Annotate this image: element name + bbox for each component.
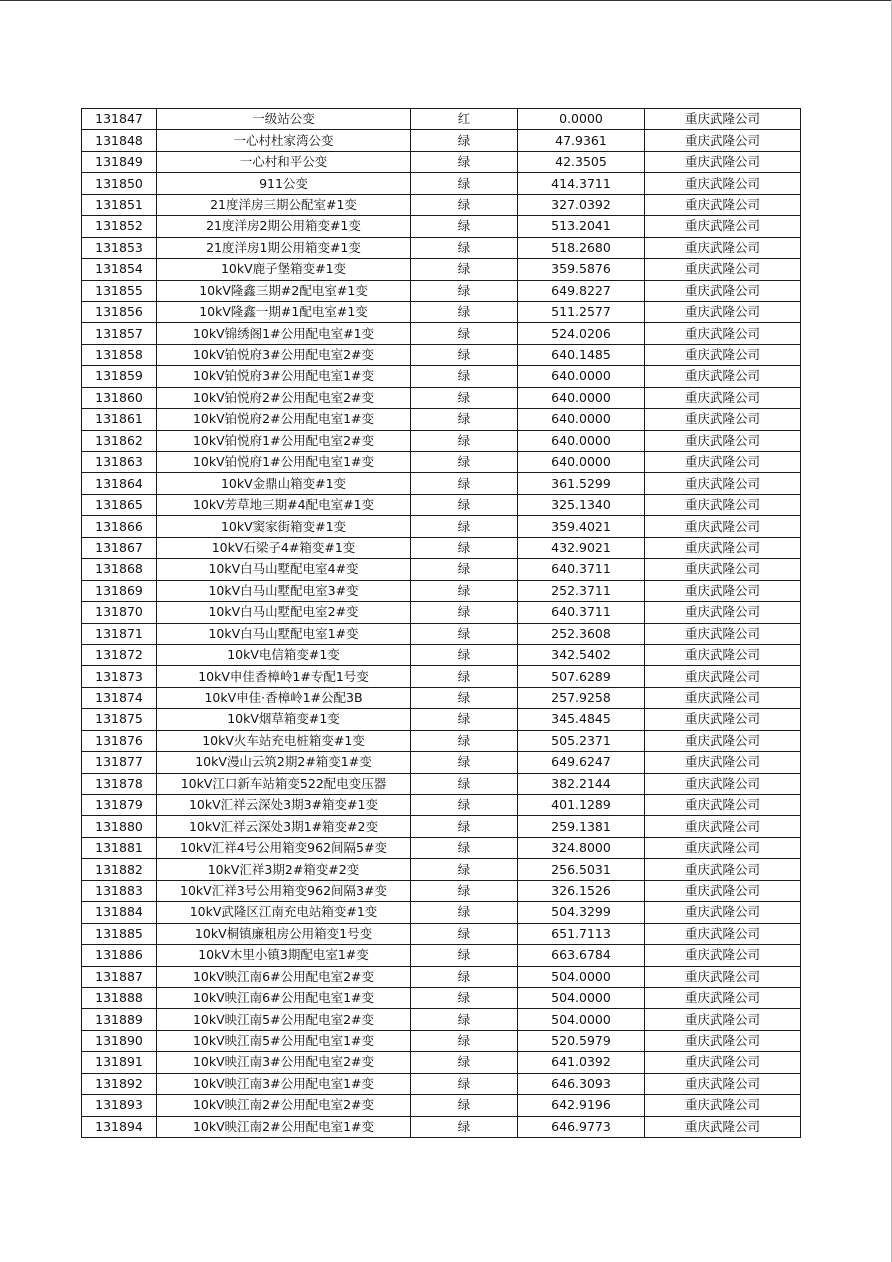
- cell-id: 131858: [82, 344, 157, 365]
- cell-id: 131878: [82, 773, 157, 794]
- cell-company: 重庆武隆公司: [645, 1009, 801, 1030]
- cell-value: 640.0000: [518, 452, 645, 473]
- cell-id: 131890: [82, 1030, 157, 1051]
- cell-id: 131860: [82, 387, 157, 408]
- cell-value: 640.0000: [518, 366, 645, 387]
- cell-id: 131882: [82, 859, 157, 880]
- cell-status: 绿: [411, 344, 518, 365]
- cell-id: 131874: [82, 687, 157, 708]
- cell-company: 重庆武隆公司: [645, 494, 801, 515]
- cell-status: 绿: [411, 301, 518, 322]
- cell-status: 绿: [411, 537, 518, 558]
- cell-transformer-name: 10kV漫山云筑2期2#箱变1#变: [157, 752, 411, 773]
- table-row: [82, 1095, 801, 1116]
- transformer-table: [81, 108, 801, 1138]
- table-row: [82, 709, 801, 730]
- cell-company: 重庆武隆公司: [645, 280, 801, 301]
- table-row: [82, 387, 801, 408]
- cell-value: 504.3299: [518, 902, 645, 923]
- cell-status: 绿: [411, 430, 518, 451]
- cell-transformer-name: 10kV窦家街箱变#1变: [157, 516, 411, 537]
- cell-value: 0.0000: [518, 109, 645, 130]
- table-row: [82, 666, 801, 687]
- page-top-border: [0, 0, 892, 1]
- table-row: [82, 559, 801, 580]
- cell-id: 131869: [82, 580, 157, 601]
- cell-value: 651.7113: [518, 923, 645, 944]
- cell-company: 重庆武隆公司: [645, 559, 801, 580]
- table-row: [82, 580, 801, 601]
- cell-company: 重庆武隆公司: [645, 837, 801, 858]
- table-row: [82, 194, 801, 215]
- table-row: [82, 516, 801, 537]
- cell-company: 重庆武隆公司: [645, 151, 801, 172]
- cell-value: 504.0000: [518, 987, 645, 1008]
- cell-status: 绿: [411, 473, 518, 494]
- cell-id: 131888: [82, 987, 157, 1008]
- cell-id: 131880: [82, 816, 157, 837]
- cell-status: 绿: [411, 323, 518, 344]
- cell-status: 绿: [411, 923, 518, 944]
- cell-transformer-name: 10kV申佳·香樟岭1#公配3B: [157, 687, 411, 708]
- table-row: [82, 452, 801, 473]
- cell-transformer-name: 10kV鹿子堡箱变#1变: [157, 259, 411, 280]
- cell-status: 绿: [411, 687, 518, 708]
- cell-transformer-name: 10kV火车站充电桩箱变#1变: [157, 730, 411, 751]
- table-row: [82, 1073, 801, 1094]
- cell-status: 绿: [411, 559, 518, 580]
- cell-id: 131856: [82, 301, 157, 322]
- table-row: [82, 816, 801, 837]
- cell-company: 重庆武隆公司: [645, 602, 801, 623]
- cell-id: 131871: [82, 623, 157, 644]
- cell-id: 131885: [82, 923, 157, 944]
- table-row: [82, 1116, 801, 1137]
- cell-status: 绿: [411, 966, 518, 987]
- cell-company: 重庆武隆公司: [645, 880, 801, 901]
- cell-status: 绿: [411, 259, 518, 280]
- cell-status: 绿: [411, 173, 518, 194]
- table-row: [82, 323, 801, 344]
- cell-value: 511.2577: [518, 301, 645, 322]
- cell-value: 47.9361: [518, 130, 645, 151]
- cell-value: 252.3711: [518, 580, 645, 601]
- cell-status: 绿: [411, 709, 518, 730]
- cell-status: 绿: [411, 773, 518, 794]
- table-row: [82, 301, 801, 322]
- cell-transformer-name: 10kV隆鑫三期#2配电室#1变: [157, 280, 411, 301]
- cell-id: 131870: [82, 602, 157, 623]
- cell-value: 646.9773: [518, 1116, 645, 1137]
- cell-transformer-name: 10kV映江南5#公用配电室1#变: [157, 1030, 411, 1051]
- cell-company: 重庆武隆公司: [645, 966, 801, 987]
- cell-status: 绿: [411, 494, 518, 515]
- table-row: [82, 130, 801, 151]
- cell-company: 重庆武隆公司: [645, 452, 801, 473]
- cell-value: 257.9258: [518, 687, 645, 708]
- cell-status: 绿: [411, 730, 518, 751]
- table-row: [82, 687, 801, 708]
- table-row: [82, 902, 801, 923]
- table-row: [82, 344, 801, 365]
- cell-transformer-name: 10kV芳草地三期#4配电室#1变: [157, 494, 411, 515]
- cell-value: 640.3711: [518, 602, 645, 623]
- cell-status: 绿: [411, 1116, 518, 1137]
- cell-status: 绿: [411, 130, 518, 151]
- cell-company: 重庆武隆公司: [645, 366, 801, 387]
- cell-transformer-name: 10kV石梁子4#箱变#1变: [157, 537, 411, 558]
- cell-value: 42.3505: [518, 151, 645, 172]
- cell-transformer-name: 10kV桐镇廉租房公用箱变1号变: [157, 923, 411, 944]
- cell-value: 361.5299: [518, 473, 645, 494]
- cell-id: 131884: [82, 902, 157, 923]
- cell-status: 绿: [411, 237, 518, 258]
- cell-value: 524.0206: [518, 323, 645, 344]
- cell-company: 重庆武隆公司: [645, 623, 801, 644]
- cell-id: 131851: [82, 194, 157, 215]
- cell-transformer-name: 21度洋房2期公用箱变#1变: [157, 216, 411, 237]
- cell-id: 131873: [82, 666, 157, 687]
- cell-value: 640.3711: [518, 559, 645, 580]
- cell-transformer-name: 21度洋房三期公配室#1变: [157, 194, 411, 215]
- cell-status: 绿: [411, 387, 518, 408]
- cell-status: 绿: [411, 880, 518, 901]
- cell-value: 640.0000: [518, 430, 645, 451]
- cell-status: 红: [411, 109, 518, 130]
- cell-status: 绿: [411, 580, 518, 601]
- cell-status: 绿: [411, 516, 518, 537]
- table-row: [82, 430, 801, 451]
- cell-company: 重庆武隆公司: [645, 859, 801, 880]
- cell-value: 513.2041: [518, 216, 645, 237]
- cell-status: 绿: [411, 1095, 518, 1116]
- cell-company: 重庆武隆公司: [645, 1073, 801, 1094]
- cell-id: 131854: [82, 259, 157, 280]
- cell-company: 重庆武隆公司: [645, 301, 801, 322]
- cell-transformer-name: 10kV武隆区江南充电站箱变#1变: [157, 902, 411, 923]
- table-row: [82, 859, 801, 880]
- cell-transformer-name: 10kV汇祥云深处3期3#箱变#1变: [157, 795, 411, 816]
- cell-id: 131862: [82, 430, 157, 451]
- cell-status: 绿: [411, 194, 518, 215]
- cell-value: 327.0392: [518, 194, 645, 215]
- cell-transformer-name: 一心村杜家湾公变: [157, 130, 411, 151]
- cell-status: 绿: [411, 752, 518, 773]
- cell-status: 绿: [411, 602, 518, 623]
- table-body: [82, 109, 801, 1138]
- cell-company: 重庆武隆公司: [645, 387, 801, 408]
- cell-value: 414.3711: [518, 173, 645, 194]
- cell-id: 131872: [82, 644, 157, 665]
- cell-id: 131875: [82, 709, 157, 730]
- cell-value: 326.1526: [518, 880, 645, 901]
- cell-id: 131850: [82, 173, 157, 194]
- cell-company: 重庆武隆公司: [645, 1052, 801, 1073]
- table-row: [82, 259, 801, 280]
- cell-transformer-name: 10kV映江南3#公用配电室1#变: [157, 1073, 411, 1094]
- cell-transformer-name: 10kV申佳香樟岭1#专配1号变: [157, 666, 411, 687]
- cell-value: 663.6784: [518, 945, 645, 966]
- table-row: [82, 966, 801, 987]
- table-row: [82, 730, 801, 751]
- table-row: [82, 1009, 801, 1030]
- cell-transformer-name: 21度洋房1期公用箱变#1变: [157, 237, 411, 258]
- cell-status: 绿: [411, 987, 518, 1008]
- cell-id: 131891: [82, 1052, 157, 1073]
- cell-value: 359.5876: [518, 259, 645, 280]
- cell-value: 641.0392: [518, 1052, 645, 1073]
- cell-id: 131879: [82, 795, 157, 816]
- cell-id: 131853: [82, 237, 157, 258]
- cell-company: 重庆武隆公司: [645, 537, 801, 558]
- cell-company: 重庆武隆公司: [645, 752, 801, 773]
- cell-value: 259.1381: [518, 816, 645, 837]
- cell-value: 504.0000: [518, 1009, 645, 1030]
- cell-value: 520.5979: [518, 1030, 645, 1051]
- cell-value: 504.0000: [518, 966, 645, 987]
- cell-transformer-name: 10kV映江南6#公用配电室1#变: [157, 987, 411, 1008]
- table-row: [82, 623, 801, 644]
- cell-company: 重庆武隆公司: [645, 130, 801, 151]
- cell-company: 重庆武隆公司: [645, 902, 801, 923]
- cell-status: 绿: [411, 859, 518, 880]
- cell-id: 131876: [82, 730, 157, 751]
- cell-company: 重庆武隆公司: [645, 687, 801, 708]
- cell-transformer-name: 一心村和平公变: [157, 151, 411, 172]
- cell-value: 642.9196: [518, 1095, 645, 1116]
- table-row: [82, 237, 801, 258]
- cell-id: 131893: [82, 1095, 157, 1116]
- cell-id: 131889: [82, 1009, 157, 1030]
- cell-company: 重庆武隆公司: [645, 644, 801, 665]
- cell-company: 重庆武隆公司: [645, 923, 801, 944]
- cell-transformer-name: 10kV铂悦府2#公用配电室2#变: [157, 387, 411, 408]
- cell-company: 重庆武隆公司: [645, 194, 801, 215]
- cell-transformer-name: 10kV白马山墅配电室2#变: [157, 602, 411, 623]
- cell-company: 重庆武隆公司: [645, 987, 801, 1008]
- cell-value: 382.2144: [518, 773, 645, 794]
- cell-value: 507.6289: [518, 666, 645, 687]
- cell-company: 重庆武隆公司: [645, 473, 801, 494]
- cell-transformer-name: 10kV汇祥云深处3期1#箱变#2变: [157, 816, 411, 837]
- cell-status: 绿: [411, 666, 518, 687]
- cell-transformer-name: 10kV金鼎山箱变#1变: [157, 473, 411, 494]
- cell-company: 重庆武隆公司: [645, 216, 801, 237]
- cell-transformer-name: 10kV白马山墅配电室1#变: [157, 623, 411, 644]
- cell-transformer-name: 911公变: [157, 173, 411, 194]
- table-row: [82, 923, 801, 944]
- cell-transformer-name: 10kV铂悦府3#公用配电室1#变: [157, 366, 411, 387]
- cell-company: 重庆武隆公司: [645, 1095, 801, 1116]
- cell-company: 重庆武隆公司: [645, 1116, 801, 1137]
- cell-id: 131867: [82, 537, 157, 558]
- cell-value: 359.4021: [518, 516, 645, 537]
- cell-transformer-name: 一级站公变: [157, 109, 411, 130]
- cell-status: 绿: [411, 945, 518, 966]
- table-row: [82, 409, 801, 430]
- cell-status: 绿: [411, 795, 518, 816]
- table-row: [82, 773, 801, 794]
- cell-status: 绿: [411, 1052, 518, 1073]
- table-row: [82, 494, 801, 515]
- cell-transformer-name: 10kV映江南2#公用配电室2#变: [157, 1095, 411, 1116]
- cell-id: 131883: [82, 880, 157, 901]
- cell-status: 绿: [411, 623, 518, 644]
- cell-company: 重庆武隆公司: [645, 945, 801, 966]
- cell-transformer-name: 10kV汇祥3号公用箱变962间隔3#变: [157, 880, 411, 901]
- table-row: [82, 752, 801, 773]
- cell-id: 131866: [82, 516, 157, 537]
- table-row: [82, 795, 801, 816]
- cell-value: 649.6247: [518, 752, 645, 773]
- table-row: [82, 109, 801, 130]
- table-row: [82, 602, 801, 623]
- cell-id: 131892: [82, 1073, 157, 1094]
- cell-id: 131859: [82, 366, 157, 387]
- cell-transformer-name: 10kV木里小镇3期配电室1#变: [157, 945, 411, 966]
- cell-id: 131868: [82, 559, 157, 580]
- table-row: [82, 473, 801, 494]
- cell-id: 131849: [82, 151, 157, 172]
- cell-company: 重庆武隆公司: [645, 173, 801, 194]
- table-row: [82, 216, 801, 237]
- cell-id: 131864: [82, 473, 157, 494]
- table-row: [82, 151, 801, 172]
- cell-company: 重庆武隆公司: [645, 773, 801, 794]
- cell-transformer-name: 10kV映江南5#公用配电室2#变: [157, 1009, 411, 1030]
- cell-transformer-name: 10kV锦绣阁1#公用配电室#1变: [157, 323, 411, 344]
- cell-status: 绿: [411, 816, 518, 837]
- cell-transformer-name: 10kV映江南6#公用配电室2#变: [157, 966, 411, 987]
- table-row: [82, 945, 801, 966]
- cell-id: 131855: [82, 280, 157, 301]
- cell-company: 重庆武隆公司: [645, 666, 801, 687]
- cell-status: 绿: [411, 366, 518, 387]
- cell-status: 绿: [411, 216, 518, 237]
- cell-status: 绿: [411, 280, 518, 301]
- cell-status: 绿: [411, 151, 518, 172]
- cell-value: 646.3093: [518, 1073, 645, 1094]
- table-row: [82, 173, 801, 194]
- cell-value: 401.1289: [518, 795, 645, 816]
- cell-company: 重庆武隆公司: [645, 259, 801, 280]
- table-row: [82, 366, 801, 387]
- cell-value: 432.9021: [518, 537, 645, 558]
- cell-value: 252.3608: [518, 623, 645, 644]
- cell-transformer-name: 10kV烟草箱变#1变: [157, 709, 411, 730]
- cell-value: 640.1485: [518, 344, 645, 365]
- cell-transformer-name: 10kV铂悦府1#公用配电室1#变: [157, 452, 411, 473]
- cell-id: 131865: [82, 494, 157, 515]
- cell-value: 640.0000: [518, 387, 645, 408]
- cell-company: 重庆武隆公司: [645, 409, 801, 430]
- cell-id: 131877: [82, 752, 157, 773]
- cell-company: 重庆武隆公司: [645, 237, 801, 258]
- cell-value: 640.0000: [518, 409, 645, 430]
- cell-transformer-name: 10kV汇祥4号公用箱变962间隔5#变: [157, 837, 411, 858]
- cell-company: 重庆武隆公司: [645, 730, 801, 751]
- cell-value: 649.8227: [518, 280, 645, 301]
- cell-status: 绿: [411, 1009, 518, 1030]
- cell-id: 131887: [82, 966, 157, 987]
- cell-id: 131861: [82, 409, 157, 430]
- table-row: [82, 537, 801, 558]
- cell-transformer-name: 10kV映江南3#公用配电室2#变: [157, 1052, 411, 1073]
- table-row: [82, 280, 801, 301]
- cell-id: 131881: [82, 837, 157, 858]
- cell-value: 505.2371: [518, 730, 645, 751]
- cell-status: 绿: [411, 409, 518, 430]
- cell-company: 重庆武隆公司: [645, 816, 801, 837]
- cell-value: 325.1340: [518, 494, 645, 515]
- cell-id: 131886: [82, 945, 157, 966]
- cell-value: 324.8000: [518, 837, 645, 858]
- table-row: [82, 880, 801, 901]
- cell-id: 131894: [82, 1116, 157, 1137]
- cell-company: 重庆武隆公司: [645, 580, 801, 601]
- cell-company: 重庆武隆公司: [645, 109, 801, 130]
- cell-company: 重庆武隆公司: [645, 323, 801, 344]
- cell-transformer-name: 10kV隆鑫一期#1配电室#1变: [157, 301, 411, 322]
- cell-status: 绿: [411, 837, 518, 858]
- cell-value: 518.2680: [518, 237, 645, 258]
- cell-value: 342.5402: [518, 644, 645, 665]
- cell-transformer-name: 10kV江口新车站箱变522配电变压器: [157, 773, 411, 794]
- cell-status: 绿: [411, 452, 518, 473]
- cell-transformer-name: 10kV汇祥3期2#箱变#2变: [157, 859, 411, 880]
- cell-transformer-name: 10kV铂悦府3#公用配电室2#变: [157, 344, 411, 365]
- cell-company: 重庆武隆公司: [645, 1030, 801, 1051]
- cell-status: 绿: [411, 1073, 518, 1094]
- cell-value: 345.4845: [518, 709, 645, 730]
- cell-status: 绿: [411, 644, 518, 665]
- cell-id: 131847: [82, 109, 157, 130]
- table-row: [82, 644, 801, 665]
- cell-company: 重庆武隆公司: [645, 709, 801, 730]
- cell-transformer-name: 10kV铂悦府1#公用配电室2#变: [157, 430, 411, 451]
- cell-transformer-name: 10kV电信箱变#1变: [157, 644, 411, 665]
- cell-id: 131852: [82, 216, 157, 237]
- table-row: [82, 1030, 801, 1051]
- cell-transformer-name: 10kV白马山墅配电室3#变: [157, 580, 411, 601]
- cell-transformer-name: 10kV铂悦府2#公用配电室1#变: [157, 409, 411, 430]
- cell-transformer-name: 10kV白马山墅配电室4#变: [157, 559, 411, 580]
- table-row: [82, 837, 801, 858]
- cell-id: 131863: [82, 452, 157, 473]
- cell-status: 绿: [411, 1030, 518, 1051]
- cell-company: 重庆武隆公司: [645, 430, 801, 451]
- cell-id: 131857: [82, 323, 157, 344]
- cell-company: 重庆武隆公司: [645, 344, 801, 365]
- cell-status: 绿: [411, 902, 518, 923]
- table-row: [82, 1052, 801, 1073]
- cell-value: 256.5031: [518, 859, 645, 880]
- cell-transformer-name: 10kV映江南2#公用配电室1#变: [157, 1116, 411, 1137]
- table-row: [82, 987, 801, 1008]
- cell-id: 131848: [82, 130, 157, 151]
- cell-company: 重庆武隆公司: [645, 795, 801, 816]
- cell-company: 重庆武隆公司: [645, 516, 801, 537]
